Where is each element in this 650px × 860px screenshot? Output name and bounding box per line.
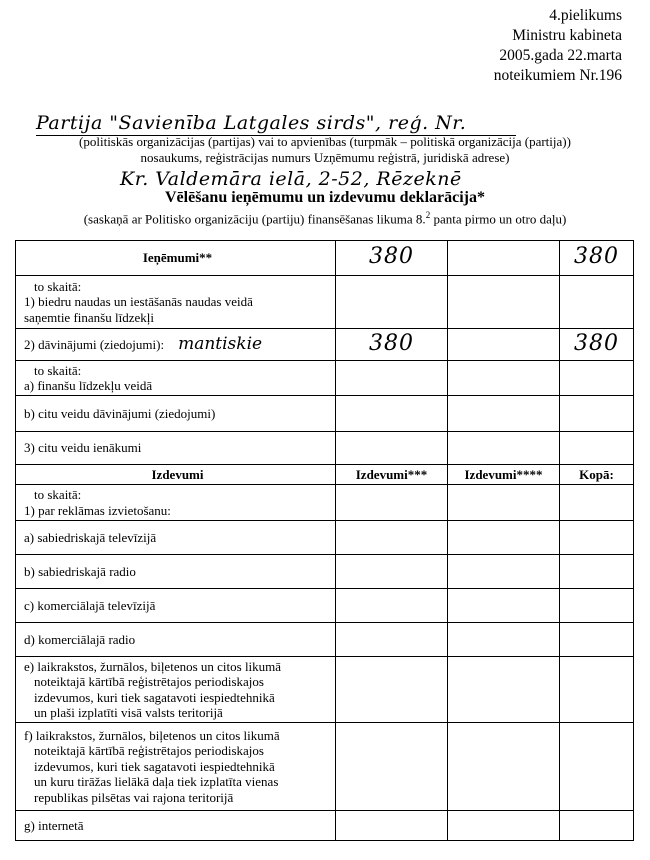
subtitle-superscript: 2 — [425, 210, 431, 220]
table-row — [16, 723, 634, 811]
advertising-label-cell — [16, 485, 336, 521]
empty-cell — [560, 396, 634, 432]
national-press-label — [16, 657, 336, 723]
empty-cell — [448, 276, 560, 329]
expenses-header-row — [16, 465, 634, 485]
table-row — [16, 432, 634, 465]
empty-cell — [336, 432, 448, 465]
empty-cell — [560, 555, 634, 589]
internet-label: g) internetā — [16, 811, 336, 841]
regional-press-line: republikas pilsētas vai rajona teritorijā — [34, 789, 234, 805]
donations-handwriting: mantiskie — [178, 333, 263, 354]
income-value2-cell — [448, 241, 560, 276]
income-value-cell — [336, 241, 448, 276]
appendix-date: 2005.gada 22.marta — [499, 47, 622, 64]
financial-means-label: a) finanšu līdzekļu veidā — [24, 378, 153, 393]
table-row — [16, 396, 634, 432]
subtitle-text: (saskaņā ar Politisko organizāciju (partiju) finansēšanas likuma 8. — [83, 211, 426, 227]
national-press-line: izdevumos, kuri tiek sagatavoti iespiedtehnikā — [34, 689, 275, 705]
declaration-table — [15, 240, 634, 841]
other-donations-label: b) citu veidu dāvinājumi (ziedojumi) — [16, 396, 336, 432]
empty-cell — [560, 276, 634, 329]
donations-total-cell — [560, 329, 634, 361]
income-total: 380 — [574, 244, 619, 270]
empty-cell — [560, 485, 634, 521]
table-row — [16, 329, 634, 361]
empty-cell — [448, 361, 560, 396]
empty-cell — [448, 521, 560, 555]
empty-cell — [448, 396, 560, 432]
regional-press-line: noteiktajā kārtībā reģistrētajos periodiskajos — [34, 743, 264, 759]
empty-cell — [560, 657, 634, 723]
public-tv-label: a) sabiedriskajā televīzijā — [16, 521, 336, 555]
empty-cell — [560, 432, 634, 465]
empty-cell — [560, 521, 634, 555]
document-title: Vēlēšanu ieņēmumu un izdevumu deklarācija* — [164, 189, 485, 206]
income-header-row — [16, 241, 634, 276]
empty-cell — [448, 485, 560, 521]
regional-press-label — [16, 723, 336, 811]
donations-total: 380 — [574, 330, 619, 356]
empty-cell — [560, 589, 634, 623]
expenses-col1-header: Izdevumi*** — [336, 465, 448, 485]
empty-cell — [448, 623, 560, 657]
table-row — [16, 521, 634, 555]
empty-cell — [336, 811, 448, 841]
regional-press-line: f) laikrakstos, žurnālos, biļetenos un citos likumā — [24, 727, 280, 743]
membership-fees-label: 1) biedru naudas un iestāšanās naudas veidā — [24, 294, 253, 310]
including-label: to skaitā: — [34, 278, 82, 294]
address-handwriting: Kr. Valdemāra ielā, 2-52, Rēzeknē — [120, 168, 462, 190]
party-name-handwriting: Partija "Savienība Latgales sirds", reģ. Nr. — [36, 112, 516, 136]
advertising-label: 1) par reklāmas izvietošanu: — [24, 502, 171, 518]
empty-cell — [336, 589, 448, 623]
empty-cell — [560, 723, 634, 811]
empty-cell — [336, 521, 448, 555]
empty-cell — [336, 657, 448, 723]
empty-cell — [448, 657, 560, 723]
donations-value: 380 — [369, 330, 414, 356]
empty-cell — [336, 623, 448, 657]
financial-means-label-cell — [16, 361, 336, 396]
appendix-number: 4.pielikums — [549, 7, 622, 24]
table-row — [16, 276, 634, 329]
membership-fees-label-cont: saņemtie finanšu līdzekļi — [24, 309, 154, 325]
empty-cell — [448, 589, 560, 623]
empty-cell — [448, 811, 560, 841]
regional-press-line: izdevumos, kuri tiek sagatavoti iespiedtehnikā — [34, 758, 275, 774]
subtitle-text-end: panta pirmo un otro daļu) — [430, 211, 567, 227]
empty-cell — [560, 623, 634, 657]
table-row — [16, 589, 634, 623]
national-press-line: un plaši izplatīti visā valsts teritorijā — [34, 705, 223, 720]
other-income-label: 3) citu veidu ienākumi — [16, 432, 336, 465]
table-row — [16, 485, 634, 521]
empty-cell — [560, 811, 634, 841]
party-caption-line2: nosaukums, reģistrācijas numurs Uzņēmumu reģistrā, juridiskā adrese) — [140, 150, 510, 165]
public-radio-label: b) sabiedriskajā radio — [16, 555, 336, 589]
expenses-total-header: Kopā: — [560, 465, 634, 485]
table-row — [16, 811, 634, 841]
party-caption-line1: (politiskās organizācijas (partijas) vai to apvienības (turpmāk – politiskā organizācija (partija)) — [79, 134, 571, 149]
empty-cell — [448, 555, 560, 589]
regional-press-line: un kuru tirāžas lielākā daļa tiek izplatīta vienas — [34, 774, 279, 790]
appendix-issuer: Ministru kabineta — [512, 27, 622, 44]
appendix-regulation: noteikumiem Nr.196 — [493, 67, 622, 84]
document-subtitle — [0, 210, 650, 227]
empty-cell — [336, 276, 448, 329]
commercial-tv-label: c) komerciālajā televīzijā — [16, 589, 336, 623]
empty-cell — [336, 555, 448, 589]
income-header: Ieņēmumi** — [16, 241, 336, 276]
table-row — [16, 555, 634, 589]
income-total-cell — [560, 241, 634, 276]
table-row — [16, 361, 634, 396]
empty-cell — [336, 396, 448, 432]
empty-cell — [448, 723, 560, 811]
including-label: to skaitā: — [34, 362, 82, 378]
expenses-col2-header: Izdevumi**** — [448, 465, 560, 485]
empty-cell — [336, 485, 448, 521]
income-membership-label — [16, 276, 336, 329]
table-row — [16, 623, 634, 657]
national-press-line: e) laikrakstos, žurnālos, biļetenos un citos likumā — [24, 658, 282, 674]
table-row — [16, 657, 634, 723]
empty-cell — [336, 723, 448, 811]
donations-label-cell — [16, 329, 336, 361]
appendix-header — [494, 6, 622, 86]
including-label: to skaitā: — [34, 487, 82, 502]
expenses-header: Izdevumi — [16, 465, 336, 485]
empty-cell — [560, 361, 634, 396]
commercial-radio-label: d) komerciālajā radio — [16, 623, 336, 657]
empty-cell — [336, 361, 448, 396]
empty-cell — [448, 329, 560, 361]
donations-value-cell — [336, 329, 448, 361]
empty-cell — [448, 432, 560, 465]
national-press-line: noteiktajā kārtībā reģistrētajos periodiskajos — [34, 674, 264, 689]
donations-label: 2) dāvinājumi (ziedojumi): — [24, 336, 165, 352]
income-value: 380 — [369, 244, 414, 270]
